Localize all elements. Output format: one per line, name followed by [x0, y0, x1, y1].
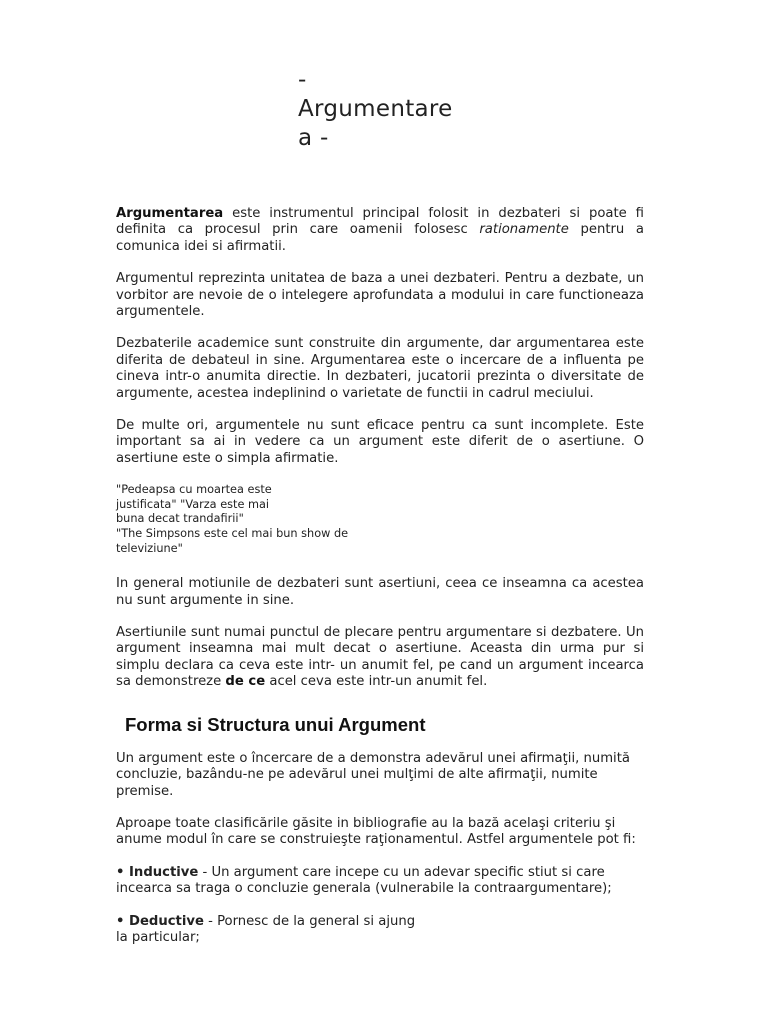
quote-examples	[116, 483, 644, 556]
quote-line: "The Simpsons este cel mai bun show de	[116, 527, 349, 541]
paragraph-assertions	[116, 625, 644, 691]
bullet-inductive-text: - Un argument care incepe cu un adevar specific stiut si care incearca sa traga o concluzie generala (vulnerabile la contraargumentare);	[116, 864, 612, 897]
section-heading: Forma si Structura unui Argument	[125, 713, 426, 735]
bullet-deductive-label: • Deductive	[116, 913, 204, 929]
quote-line: justificata" "Varza este mai	[116, 497, 270, 511]
quote-line: "Pedeapsa cu moartea este	[116, 483, 272, 497]
assertions-text-2: acel ceva este intr-un anumit fel.	[265, 674, 488, 690]
assertions-bold: de ce	[225, 674, 266, 690]
title-line-3: a -	[298, 125, 329, 151]
paragraph-motions: In general motiunile de dezbateri sunt asertiuni, ceea ce inseamna ca acestea nu sunt argumente in sine.	[116, 576, 644, 608]
title-line-1: -	[298, 67, 307, 93]
bullet-deductive-text-2: la particular;	[116, 929, 200, 945]
paragraph-incomplete-arguments: De multe ori, argumentele nu sunt eficace pentru ca sunt incomplete. Este important sa ai in vedere ca un argument este diferit de o asertiune. O asertiune este o simpla afirmatie.	[116, 418, 644, 466]
paragraph-academic-debates: Dezbaterile academice sunt construite din argumente, dar argumentarea este diferita de debateul in sine. Argumentarea este o incercare de a influenta pe cineva intr-o anumita directie. In dezbateri, jucatorii prezinta o diversitate de argumente, acestea indeplinind o varietate de functii in cadrul meciului.	[116, 336, 644, 401]
title-line-2: Argumentare	[298, 96, 453, 122]
bullet-deductive	[116, 914, 644, 947]
paragraph-classifications: Aproape toate clasificările găsite in bibliografie au la bază acelaşi criteriu şi anume modul în care se construieşte raţionamentul. Astfel argumentele pot fi:	[116, 815, 636, 848]
intro-italic: rationamente	[479, 222, 569, 238]
quote-line: buna decat trandafirii"	[116, 512, 244, 526]
bullet-inductive-label: • Inductive	[116, 864, 199, 880]
intro-paragraph	[116, 206, 644, 255]
intro-text-2: pentru a comunica idei si afirmatii.	[116, 222, 644, 254]
document-body	[116, 206, 644, 962]
intro-term: Argumentarea	[116, 206, 224, 221]
bullet-deductive-text-1: - Pornesc de la general si ajung	[203, 913, 416, 929]
document-title	[298, 66, 498, 153]
quote-line: televiziune"	[116, 541, 183, 555]
assertions-text-1: Asertiunile sunt numai punctul de plecare pentru argumentare si dezbatere. Un argument inseamna mai mult decat o asertiune. Aceasta din urma pur si simplu declara ca ceva este intr- un anumit fel, pe cand un argument incearca sa demonstreze	[116, 625, 644, 690]
paragraph-argument-definition: Un argument este o încercare de a demonstra adevărul unei afirmaţii, numită concluzie, bazându-ne pe adevărul unei mulţimi de alte afirmaţii, numite premise.	[116, 750, 630, 799]
bullet-inductive	[116, 865, 644, 898]
paragraph-argument-unit: Argumentul reprezinta unitatea de baza a unei dezbateri. Pentru a dezbate, un vorbitor are nevoie de o intelegere aprofundata a modului in care functioneaza argumentele.	[116, 271, 644, 320]
intro-text-1: este instrumentul principal folosit in dezbateri si poate fi definita ca procesul prin care oamenii folosesc	[116, 206, 644, 238]
